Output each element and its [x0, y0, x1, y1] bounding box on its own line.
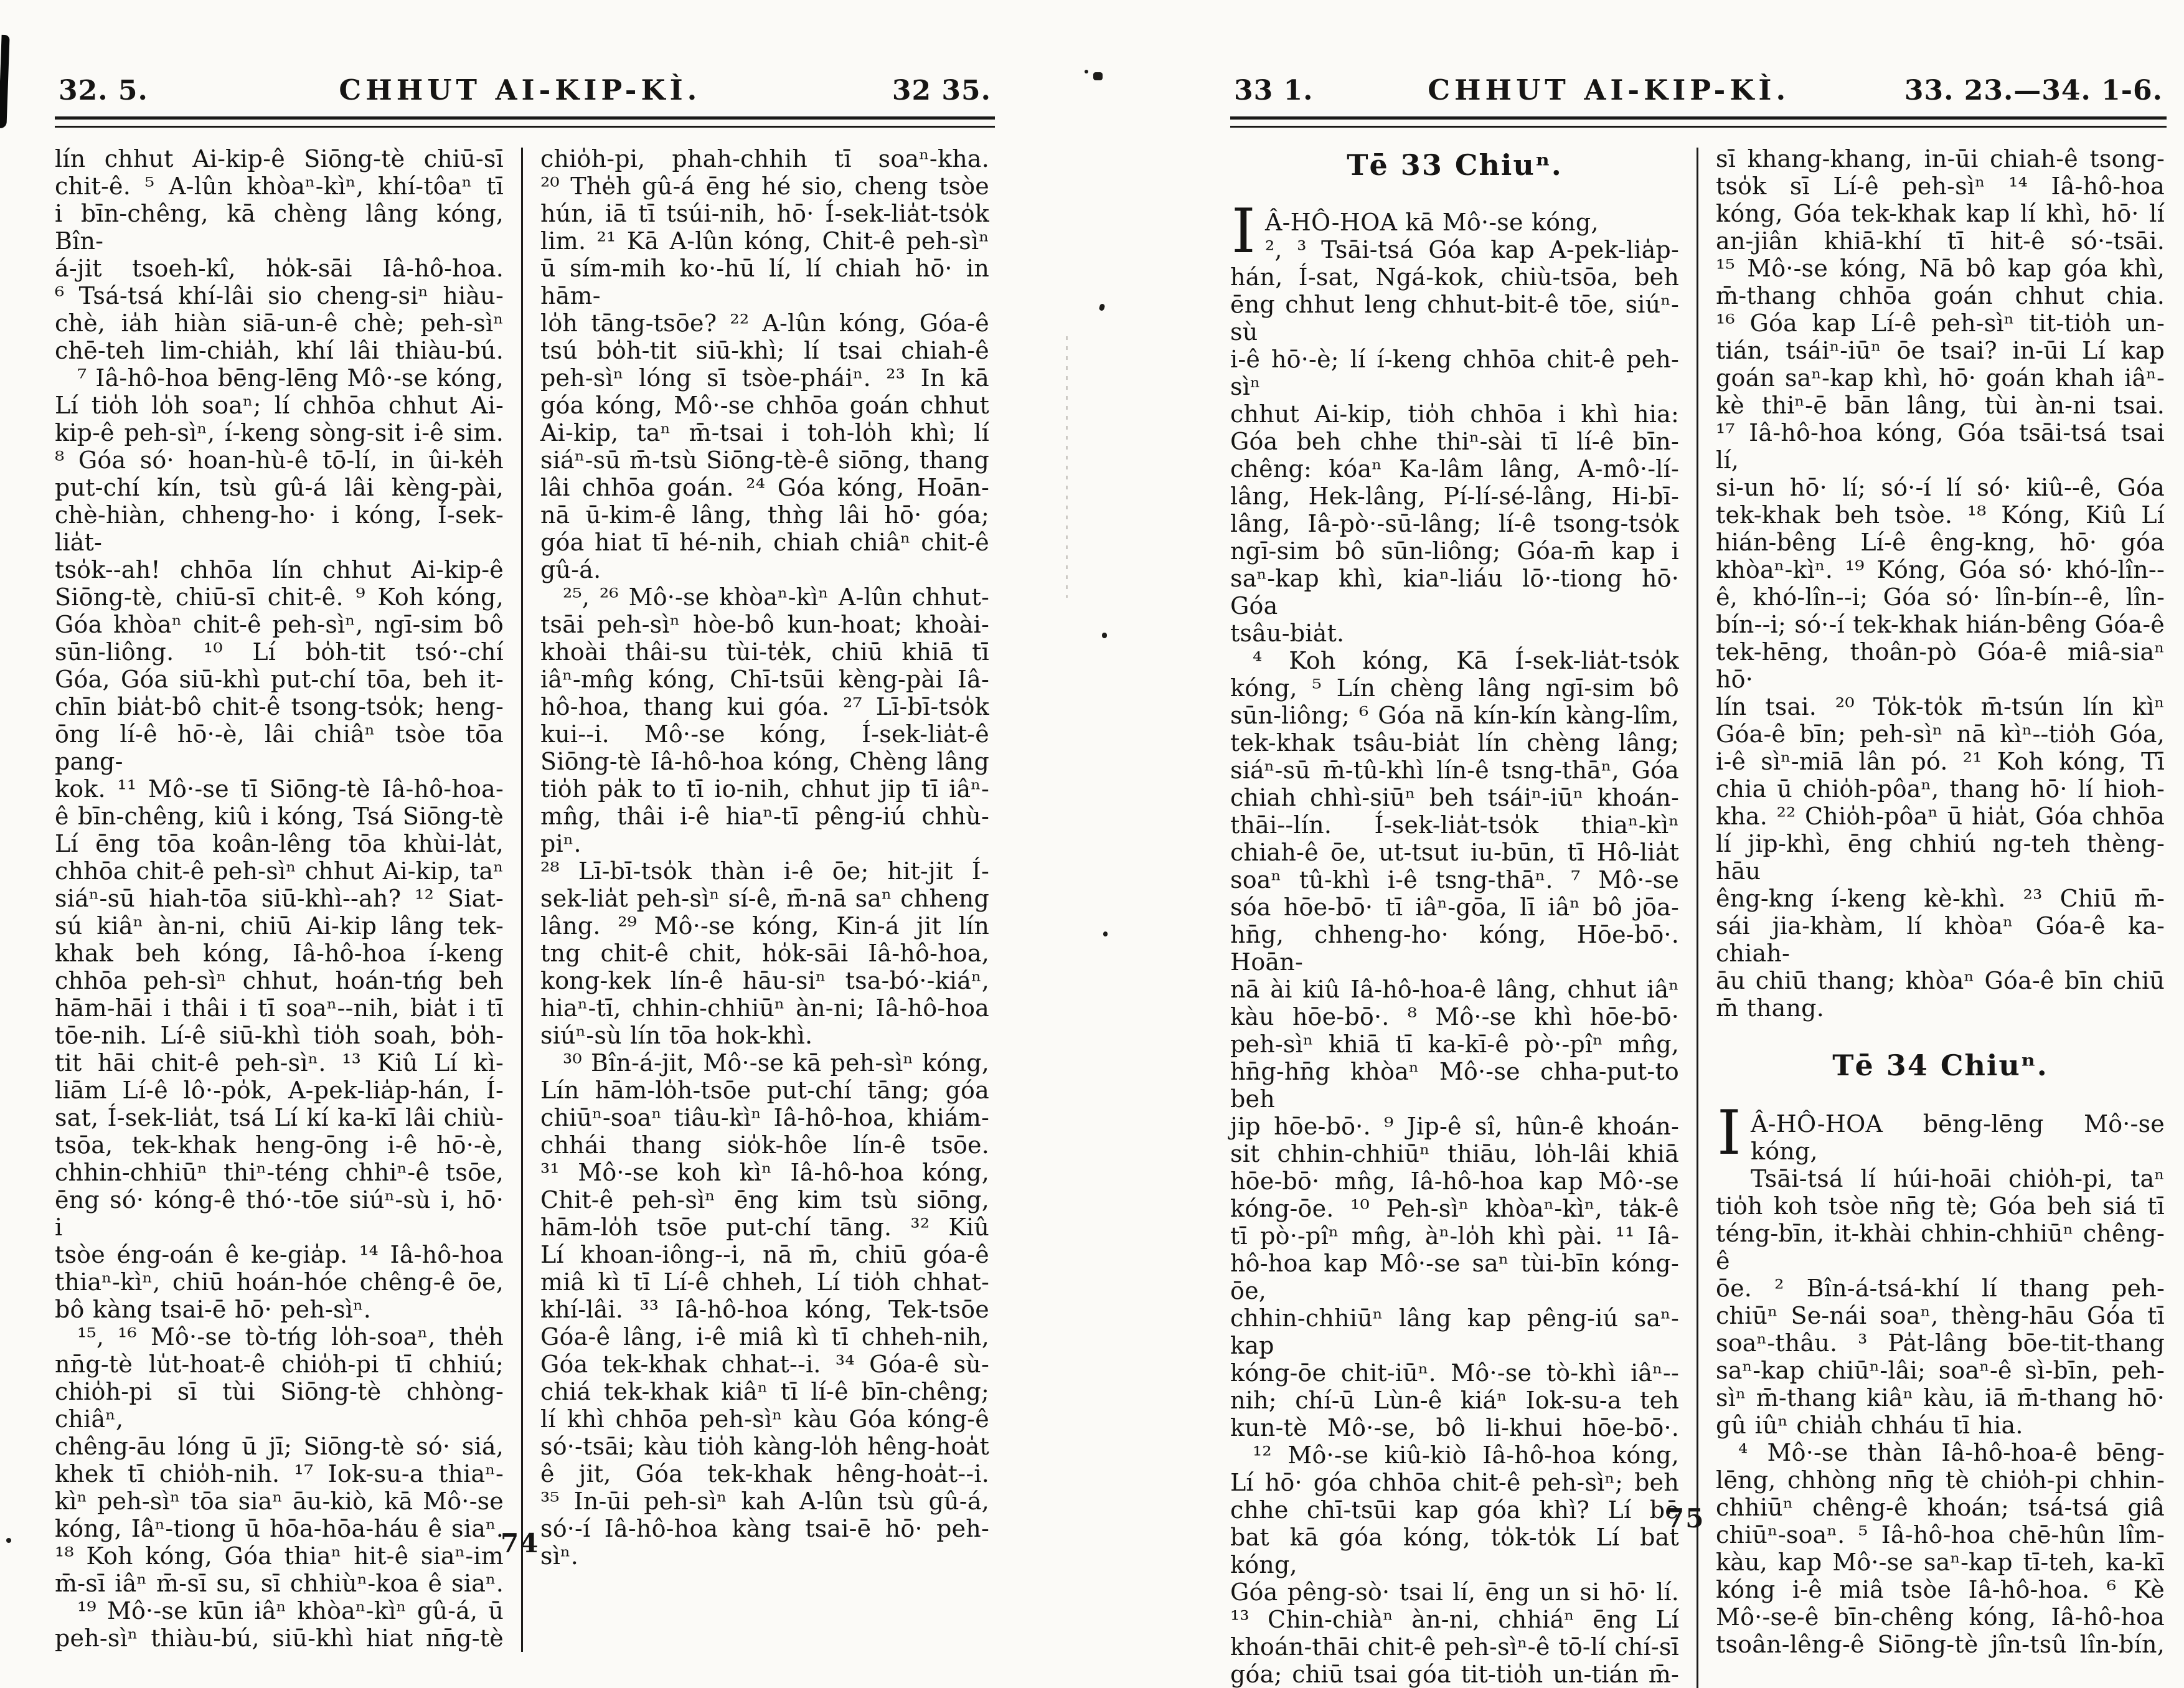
text-line: kha. ²² Chio̍h-pôaⁿ ū hia̍t, Góa chhōa	[1716, 803, 2165, 830]
text-line: i bīn-chêng, kā chèng lâng kóng, Bîn-	[55, 200, 504, 255]
text-line: kóng i-ê miâ tsòe Iâ-hô-hoa. ⁶ Kè	[1716, 1576, 2165, 1603]
text-line: hún, iā tī tsúi-nih, hō· Í-sek-lia̍t-tso̍k	[540, 200, 989, 227]
text-line: m̄ thang.	[1716, 994, 1824, 1022]
text-line: ê jit, Góa tek-khak hêng-hoa̍t--i.	[540, 1460, 989, 1488]
text-line: tso̍k--ah! chhōa lín chhut Ai-kip-ê	[55, 556, 504, 583]
text-line: chia ū chio̍h-pôaⁿ, thang hō· lí hioh-	[1716, 775, 2165, 803]
text-line: lín tsai. ²⁰ To̍k-to̍k m̄-tsún lín kìⁿ	[1716, 693, 2165, 720]
text-line: nih; chí-ū Lùn-ê kiáⁿ Iok-su-a teh	[1230, 1387, 1679, 1414]
book-title: CHHUT AI-KIP-KÌ.	[339, 73, 702, 106]
text-line: ēng chhut leng chhut-bit-ê tōe, siúⁿ-sù	[1230, 291, 1679, 346]
text-line: chhiūⁿ chêng-ê khoán; tsá-tsá giâ	[1716, 1494, 2165, 1521]
text-line: Góa beh chhe thiⁿ-sài tī lí-ê bīn-	[1230, 428, 1679, 455]
text-columns	[1230, 145, 2167, 1688]
text-line: hn̄g-hn̄g khòaⁿ Mô·-se chha-put-to beh	[1230, 1058, 1679, 1113]
text-line: liām Lí-ê lô·-po̍k, A-pek-lia̍p-hán, Í-	[55, 1077, 504, 1104]
text-line: ⁶ Tsá-tsá khí-lâi sio cheng-siⁿ hiàu-	[55, 282, 504, 309]
text-line: thāi--lín. Í-sek-lia̍t-tso̍k thiaⁿ-kìⁿ	[1230, 811, 1679, 839]
text-line: bô kàng tsai-ē hō· peh-sìⁿ.	[55, 1296, 372, 1323]
text-line: Tsāi-tsá lí húi-hoāi chio̍h-pi, taⁿ	[1751, 1165, 2165, 1192]
text-line: chiah chhì-siūⁿ beh tsáiⁿ-iūⁿ khoán-	[1230, 784, 1679, 811]
text-line: kóng-ōe. ¹⁰ Peh-sìⁿ khòaⁿ-kìⁿ, ta̍k-ê	[1230, 1195, 1679, 1222]
page-number: 74	[501, 1528, 540, 1558]
text-line: chhe chī-tsūi kap góa khì? Lí bē	[1230, 1496, 1679, 1524]
text-line: lim. ²¹ Kā A-lûn kóng, Chit-ê peh-sìⁿ	[540, 227, 989, 255]
text-line: ¹² Mô·-se kiû-kiò Iâ-hô-hoa kóng,	[1253, 1441, 1679, 1469]
text-line: i-ê sìⁿ-miā lân pó. ²¹ Koh kóng, Tī	[1716, 748, 2165, 775]
text-line: ⁸ Góa só· hoan-hù-ê tō-lí, in ûi-ke̍h	[55, 446, 504, 474]
text-columns	[55, 145, 995, 1652]
text-line: ¹⁵ Mô·-se kóng, Nā bô kap góa khì,	[1716, 255, 2165, 282]
text-line: sóa hōe-bō· tī iâⁿ-gōa, lī iâⁿ bô jōa-	[1230, 894, 1679, 921]
text-line: sūn-liông. ¹⁰ Lí bo̍h-tit tsó·-chí	[55, 638, 504, 666]
header-rule	[1230, 116, 2167, 128]
text-line: Ai-kip, taⁿ m̄-tsai i toh-lo̍h khì; lí	[540, 419, 989, 446]
text-line: khoài thâi-su tùi-te̍k, chiū khiā tī	[540, 638, 989, 666]
drop-cap-initial: I	[1717, 1098, 1741, 1169]
text-line: chhin-chhiūⁿ thiⁿ-téng chhiⁿ-ê tsōe,	[55, 1159, 504, 1186]
text-line: ¹⁶ Góa kap Lí-ê peh-sìⁿ tit-tio̍h un-	[1716, 309, 2165, 337]
scan-corner-artifact	[0, 0, 80, 72]
text-line: hô-hoa, thang kui góa. ²⁷ Lī-bī-tso̍k	[540, 693, 989, 720]
text-line: siúⁿ-sù lín tōa hok-khì.	[540, 1022, 813, 1049]
text-line: sìⁿ m̄-thang kiâⁿ kàu, iā m̄-thang hō·	[1716, 1384, 2165, 1412]
text-line: só·-í Iâ-hô-hoa kàng tsai-ē hō· peh-sìⁿ.	[540, 1515, 989, 1570]
text-line: chhut Ai-kip, tio̍h chhōa i khì hia:	[1230, 400, 1679, 428]
text-line: ¹⁵, ¹⁶ Mô·-se tò-tńg lo̍h-soaⁿ, the̍h	[77, 1323, 504, 1351]
text-line: ¹⁷ Iâ-hô-hoa kóng, Góa tsāi-tsá tsai lí,	[1716, 419, 2165, 474]
text-line: kui--i. Mô·-se kóng, Í-sek-lia̍t-ê	[540, 720, 989, 748]
text-line: tī pò·-pîⁿ mn̂g, àⁿ-lo̍h khì pài. ¹¹ Iâ-	[1230, 1222, 1679, 1250]
text-line: tsoân-lêng-ê Siōng-tè jîn-tsû lîn-bín,	[1716, 1631, 2165, 1658]
text-column-1	[55, 145, 504, 1652]
text-line: put-chí kín, tsù gû-á lâi kèng-pài,	[55, 474, 504, 501]
text-line: siáⁿ-sū m̄-tsù Siōng-tè-ê siōng, thang	[540, 446, 989, 474]
text-line: saⁿ-kap chiūⁿ-lâi; soaⁿ-ê sì-bīn, peh-	[1716, 1357, 2165, 1384]
chapter-heading: Tē 33 Chiuⁿ.	[1347, 148, 1563, 182]
text-line: tit hāi chit-ê peh-sìⁿ. ¹³ Kiû Lí kì-	[55, 1049, 504, 1077]
text-line: ²⁵, ²⁶ Mô·-se khòaⁿ-kìⁿ A-lûn chhut-	[563, 583, 989, 611]
text-line: chiūⁿ-soaⁿ. ⁵ Iâ-hô-hoa chē-hûn lîm-	[1716, 1521, 2165, 1549]
text-line: an-jiân khiā-khí tī hit-ê só·-tsāi.	[1716, 227, 2165, 255]
text-line: ¹⁹ Mô·-se kūn iâⁿ khòaⁿ-kìⁿ gû-á, ū	[77, 1597, 504, 1624]
text-line: ōe. ² Bîn-á-tsá-khí lí thang peh-	[1716, 1275, 2165, 1302]
text-line: chhin-chhiūⁿ lâng kap pêng-iú saⁿ-kap	[1230, 1304, 1679, 1359]
text-line: Góa pêng-sò· tsai lí, ēng un si hō· lí.	[1230, 1578, 1679, 1606]
text-line: tso̍k sī Lí-ê peh-sìⁿ ¹⁴ Iâ-hô-hoa	[1716, 172, 2165, 200]
text-line: kìⁿ peh-sìⁿ tōa siaⁿ āu-kiò, kā Mô·-se	[55, 1488, 504, 1515]
text-line: chiūⁿ Se-nái soaⁿ, thèng-hāu Góa tī	[1716, 1302, 2165, 1329]
text-line: tio̍h pa̍k to tī io-nih, chhut jip tī iâⁿ-	[540, 775, 989, 803]
text-line: lâi chhōa goán. ²⁴ Góa kóng, Hoān-	[540, 474, 989, 501]
text-line: tsòe éng-oán ê ke-gia̍p. ¹⁴ Iâ-hô-hoa	[55, 1241, 504, 1268]
text-line: siáⁿ-sū hiah-tōa siū-khì--ah? ¹² Siat-	[55, 885, 504, 912]
text-line: hiaⁿ-tī, chhin-chhiūⁿ àn-ni; Iâ-hô-hoa	[540, 994, 989, 1022]
text-line: peh-sìⁿ lóng sī tsòe-pháiⁿ. ²³ In kā	[540, 364, 989, 392]
text-line: iâⁿ-mn̂g kóng, Chī-tsūi kèng-pài Iâ-	[540, 666, 989, 693]
text-line: ¹³ Chin-chiàⁿ àn-ni, chhiáⁿ ēng Lí	[1230, 1606, 1679, 1633]
text-line: chhōa peh-sìⁿ chhut, hoán-tńg beh	[55, 967, 504, 994]
text-line: tsâu-bia̍t.	[1230, 620, 1345, 647]
text-line: ³¹ Mô·-se koh kìⁿ Iâ-hô-hoa kóng,	[540, 1159, 989, 1186]
text-line: Siōng-tè, chiū-sī chit-ê. ⁹ Koh kóng,	[55, 583, 504, 611]
header-verse-ref-left: 33 1.	[1234, 75, 1314, 106]
running-header	[55, 73, 995, 116]
text-line: chīn bia̍t-bô chit-ê tsong-tso̍k; heng-	[55, 693, 504, 720]
text-line: sái jia-khàm, lí khòaⁿ Góa-ê ka-chiah-	[1716, 912, 2165, 967]
text-line: ²⁸ Lī-bī-tso̍k thàn i-ê ōe; hit-jit Í-	[540, 857, 989, 885]
header-rule	[55, 116, 995, 128]
text-line: jip hōe-bō·. ⁹ Jip-ê sî, hûn-ê khoán-	[1230, 1113, 1679, 1140]
text-line: lí khì chhōa peh-sìⁿ kàu Góa kóng-ê	[540, 1405, 989, 1433]
text-column-4	[1716, 145, 2165, 1688]
text-line: si-un hō· lí; só·-í lí só· kiû--ê, Góa	[1716, 474, 2165, 501]
text-line: lâng, Iâ-pò·-sū-lâng; lí-ê tsong-tso̍k	[1230, 510, 1679, 537]
text-column-2	[540, 145, 989, 1652]
text-line: hām-hāi i thâi i tī soaⁿ--nih, bia̍t i tī	[55, 994, 504, 1022]
text-line: Góa khòaⁿ chit-ê peh-sìⁿ, ngī-sim bô	[55, 611, 504, 638]
header-verse-ref-right: 33. 23.—34. 1-6.	[1904, 75, 2163, 106]
text-line: thiaⁿ-kìⁿ, chiū hoán-hóe chêng-ê ōe,	[55, 1268, 504, 1296]
text-line: kong-kek lín-ê hāu-siⁿ tsa-bó·-kiáⁿ,	[540, 967, 989, 994]
text-line: m̄-thang chhōa goán chhut chia.	[1716, 282, 2165, 309]
page-number: 75	[1666, 1503, 1705, 1534]
text-line: ê bīn-chêng, kiû i kóng, Tsá Siōng-tè	[55, 803, 504, 830]
text-line: khí-lâi. ³³ Iâ-hô-hoa kóng, Tek-tsōe	[540, 1296, 989, 1323]
text-line: tek-khak tsâu-bia̍t lín chèng lâng;	[1230, 729, 1679, 757]
text-line: tōe-nih. Lí-ê siū-khì tio̍h soah, bo̍h-	[55, 1022, 504, 1049]
text-line: á-jit tsoeh-kî, ho̍k-sāi Iâ-hô-hoa.	[55, 255, 504, 282]
scan-smudge	[1066, 336, 1068, 598]
text-line: ², ³ Tsāi-tsá Góa kap A-pek-lia̍p-	[1265, 236, 1679, 263]
text-line: góa kóng, Mô·-se chhōa goán chhut	[540, 392, 989, 419]
scan-speck	[1102, 633, 1107, 638]
text-line: êng-kng í-keng kè-khì. ²³ Chiū m̄-	[1716, 885, 2165, 912]
text-line: sek-lia̍t peh-sìⁿ sí-ê, m̄-nā saⁿ chheng	[540, 885, 989, 912]
text-line: peh-sìⁿ khiā tī ka-kī-ê pò·-pîⁿ mn̂g,	[1230, 1030, 1679, 1058]
text-line: tek-khak beh tsòe. ¹⁸ Kóng, Kiû Lí	[1716, 501, 2165, 529]
text-line: bat kā góa kóng, to̍k-to̍k Lí bat kóng,	[1230, 1524, 1679, 1578]
text-line: lí jip-khì, ēng chhiú ng-teh thèng-hāu	[1716, 830, 2165, 885]
text-line: sú kiâⁿ àn-ni, chiū Ai-kip lâng tek-	[55, 912, 504, 940]
text-line: kàu hōe-bō·. ⁸ Mô·-se khì hōe-bō·	[1230, 1003, 1679, 1030]
text-line: Góa tek-khak chhat--i. ³⁴ Góa-ê sù-	[540, 1351, 989, 1378]
text-line: lo̍h tāng-tsōe? ²² A-lûn kóng, Góa-ê	[540, 309, 989, 337]
scan-speck	[1103, 931, 1108, 936]
text-line: Góa-ê lâng, i-ê miâ kì tī chheh-nih,	[540, 1323, 989, 1351]
text-line: siáⁿ-sū m̄-tû-khì lín-ê tsng-thāⁿ, Góa	[1230, 757, 1679, 784]
header-verse-ref-right: 32 35.	[892, 75, 991, 106]
column-divider-rule	[521, 148, 523, 1652]
text-line: chêng: kóaⁿ Ka-lâm lâng, A-mô·-lí-	[1230, 455, 1679, 483]
text-line: sat, Í-sek-lia̍t, tsá Lí kí ka-kī lâi chiù-	[55, 1104, 504, 1131]
scan-speck	[1085, 70, 1088, 73]
header-verse-ref-left: 32. 5.	[59, 75, 148, 106]
text-line: Mô·-se-ê bīn-chêng kóng, Iâ-hô-hoa	[1716, 1603, 2165, 1631]
text-line: góa hiat tī hé-nih, chiah chiâⁿ chit-ê	[540, 529, 989, 556]
text-line: Lí ēng tōa koân-lêng tōa khùi-la̍t,	[55, 830, 504, 857]
text-line: nn̄g-tè lu̍t-hoat-ê chio̍h-pi tī chhiú;	[55, 1351, 504, 1378]
text-line: āu chiū thang; khòaⁿ Góa-ê bīn chiū	[1716, 967, 2165, 994]
text-line: kun-tè Mô·-se, bô li-khui hōe-bō·.	[1230, 1414, 1679, 1441]
text-line: hām-lo̍h tsōe put-chí tāng. ³² Kiû	[540, 1214, 989, 1241]
text-line: só·-tsāi; kàu tio̍h kàng-lo̍h hêng-hoa̍t	[540, 1433, 989, 1460]
text-line: hōe-bō· mn̂g, Iâ-hô-hoa kap Mô·-se	[1230, 1167, 1679, 1195]
text-line: hián-bêng Lí-ê êng-kng, hō· góa	[1716, 529, 2165, 556]
text-line: m̄-sī iâⁿ m̄-sī su, sī chhiùⁿ-koa ê siaⁿ.	[55, 1570, 504, 1597]
scan-speck	[1098, 303, 1105, 311]
text-line: hán, Í-sat, Ngá-kok, chiù-tsōa, beh	[1230, 263, 1679, 291]
text-line: tek-hēng, thoân-pò Góa-ê miâ-siaⁿ hō·	[1716, 638, 2165, 693]
text-line: chē-teh lim-chia̍h, khí lâi thiàu-bú.	[55, 337, 504, 364]
text-line: sit chhin-chhiūⁿ thiāu, lo̍h-lâi khiā	[1230, 1140, 1679, 1167]
text-line: kip-ê peh-sìⁿ, í-keng sòng-sit i-ê sim.	[55, 419, 504, 446]
text-line: ³⁰ Bîn-á-jit, Mô·-se kā peh-sìⁿ kóng,	[563, 1049, 989, 1077]
text-line: Lín hām-lo̍h-tsōe put-chí tāng; góa	[540, 1077, 989, 1104]
scan-speck	[1093, 72, 1103, 80]
drop-cap-initial: I	[1231, 196, 1256, 267]
text-line: Lí hō· góa chhōa chit-ê peh-sìⁿ; beh	[1230, 1469, 1679, 1496]
text-line: ōng lí-ê hō·-è, lâi chiâⁿ tsòe tōa pang-	[55, 720, 504, 775]
text-line: tsú bo̍h-tit siū-khì; lí tsai chiah-ê	[540, 337, 989, 364]
text-line: peh-sìⁿ thiàu-bú, siū-khì hiat nn̄g-tè	[55, 1624, 504, 1652]
text-line: khoán-thāi chit-ê peh-sìⁿ-ê tō-lí chí-sī	[1230, 1633, 1679, 1661]
page-75	[1230, 73, 2167, 1688]
scan-edge-artifact	[0, 35, 10, 128]
text-line: kóng, Góa tek-khak kap lí khì, hō· lí	[1716, 200, 2165, 227]
text-line: chêng-āu lóng ū jī; Siōng-tè só· siá,	[55, 1433, 504, 1460]
text-line: chè, ia̍h hiàn siā-un-ê chè; peh-sìⁿ	[55, 309, 504, 337]
book-title: CHHUT AI-KIP-KÌ.	[1428, 73, 1791, 106]
text-line: ²⁰ The̍h gû-á ēng hé sio, cheng tsòe	[540, 172, 989, 200]
column-divider-rule	[1697, 148, 1698, 1688]
text-line: mn̂g, thâi i-ê hiaⁿ-tī pêng-iú chhù-piⁿ.	[540, 803, 989, 857]
text-line: nā ū-kim-ê lâng, thǹg lâi hō· góa;	[540, 501, 989, 529]
text-line: lâng. ²⁹ Mô·-se kóng, Kin-á jit lín	[540, 912, 989, 940]
text-line: chiá tek-khak kiâⁿ tī lí-ê bīn-chêng;	[540, 1378, 989, 1405]
text-line: kàu, kap Mô·-se saⁿ-kap tī-teh, ka-kī	[1716, 1549, 2165, 1576]
text-line: sūn-liông; ⁶ Góa nā kín-kín kàng-lîm,	[1230, 702, 1679, 729]
text-line: ngī-sim bô sūn-liông; Góa-m̄ kap i	[1230, 537, 1679, 565]
text-line: Chit-ê peh-sìⁿ ēng kim tsù siōng,	[540, 1186, 989, 1214]
text-line: tián, tsáiⁿ-iūⁿ ōe tsai? in-ūi Lí kap	[1716, 337, 2165, 364]
text-line: soaⁿ tû-khì i-ê tsng-thāⁿ. ⁷ Mô·-se	[1230, 866, 1679, 894]
text-line: chiah-ê ōe, ut-tsut iu-būn, tī Hô-lia̍t	[1230, 839, 1679, 866]
text-line: kóng-ōe chit-iūⁿ. Mô·-se tò-khì iâⁿ--	[1230, 1359, 1679, 1387]
text-line: hô-hoa kap Mô·-se saⁿ tùi-bīn kóng-ōe,	[1230, 1250, 1679, 1304]
text-line: gû-á.	[540, 556, 601, 583]
text-line: sī khang-khang, in-ūi chiah-ê tsong-	[1716, 145, 2165, 172]
text-line: chhái thang sio̍k-hôe lín-ê tsōe.	[540, 1131, 989, 1159]
text-line: soaⁿ-thâu. ³ Pa̍t-lâng bōe-tit-thang	[1716, 1329, 2165, 1357]
running-header	[1230, 73, 2167, 116]
text-line: chhōa chit-ê peh-sìⁿ chhut Ai-kip, taⁿ	[55, 857, 504, 885]
scan-speck	[6, 1538, 11, 1543]
text-line: ū sím-mih ko·-hū lí, lí chiah hō· in hām-	[540, 255, 989, 309]
text-line: khek tī chio̍h-nih. ¹⁷ Iok-su-a thiaⁿ-	[55, 1460, 504, 1488]
text-line: ēng só· kóng-ê thó·-tōe siúⁿ-sù i, hō· i	[55, 1186, 504, 1241]
text-line: kok. ¹¹ Mô·-se tī Siōng-tè Iâ-hô-hoa-	[55, 775, 504, 803]
text-line: kóng, ⁵ Lín chèng lâng ngī-sim bô	[1230, 674, 1679, 702]
text-line: ¹⁸ Koh kóng, Góa thiaⁿ hit-ê siaⁿ-im	[55, 1542, 504, 1570]
text-line: lâng, Hek-lâng, Pí-lí-sé-lâng, Hi-bī-	[1230, 483, 1679, 510]
text-line: saⁿ-kap khì, kiaⁿ-liáu lō·-tiong hō· Góa	[1230, 565, 1679, 620]
chapter-heading: Tē 34 Chiuⁿ.	[1832, 1049, 2048, 1082]
text-line: khòaⁿ-kìⁿ. ¹⁹ Kóng, Góa só· khó-lîn--	[1716, 556, 2165, 583]
text-line: chit-ê. ⁵ A-lûn khòaⁿ-kìⁿ, khí-tôaⁿ tī	[55, 172, 504, 200]
text-line: lín chhut Ai-kip-ê Siōng-tè chiū-sī	[55, 145, 504, 172]
text-column-3	[1230, 145, 1679, 1688]
text-line: Siōng-tè Iâ-hô-hoa kóng, Chèng lâng	[540, 748, 989, 775]
text-line: tng chit-ê chit, ho̍k-sāi Iâ-hô-hoa,	[540, 940, 989, 967]
text-line: ⁴ Koh kóng, Kā Í-sek-lia̍t-tso̍k	[1253, 647, 1679, 674]
text-line: chè-hiàn, chheng-ho· i kóng, Í-sek-lia̍t-	[55, 501, 504, 556]
text-line: Góa-ê bīn; peh-sìⁿ nā kìⁿ--tio̍h Góa,	[1716, 720, 2165, 748]
text-line: chiūⁿ-soaⁿ tiâu-kìⁿ Iâ-hô-hoa, khiám-	[540, 1104, 989, 1131]
text-line: miâ kì tī Lí-ê chheh, Lí tio̍h chhat-	[540, 1268, 989, 1296]
text-line: ³⁵ In-ūi peh-sìⁿ kah A-lûn tsù gû-á,	[540, 1488, 989, 1515]
text-line: góa; chiū tsai góa tit-tio̍h un-tián m̄-	[1230, 1661, 1679, 1688]
text-line: tsāi peh-sìⁿ hòe-bô kun-hoat; khoài-	[540, 611, 989, 638]
text-line: Lí tio̍h lo̍h soaⁿ; lí chhōa chhut Ai-	[55, 392, 504, 419]
text-line: nā ài kiû Iâ-hô-hoa-ê lâng, chhut iâⁿ	[1230, 976, 1679, 1003]
text-line: ê, khó-lîn--i; Góa só· lîn-bín--ê, lîn-	[1716, 583, 2165, 611]
text-line: bín--i; só·-í tek-khak hián-bêng Góa-ê	[1716, 611, 2165, 638]
text-line: tsōa, tek-khak heng-ōng i-ê hō·-è,	[55, 1131, 504, 1159]
text-line: hn̄g, chheng-ho· kóng, Hōe-bō·. Hoān-	[1230, 921, 1679, 976]
text-line: tio̍h koh tsòe nn̄g tè; Góa beh siá tī	[1716, 1192, 2165, 1220]
text-line: gû iûⁿ chia̍h chháu tī hia.	[1716, 1412, 2023, 1439]
text-line: I Â-HÔ-HOA kā Mô·-se kóng,	[1231, 196, 1599, 267]
text-line: téng-bīn, it-khài chhin-chhiūⁿ chêng-ê	[1716, 1220, 2165, 1275]
text-line: I Â-HÔ-HOA bēng-lēng Mô·-se kóng,	[1717, 1098, 2165, 1169]
text-line: chio̍h-pi, phah-chhih tī soaⁿ-kha.	[540, 145, 989, 172]
text-line: chio̍h-pi sī tùi Siōng-tè chhòng-chiâⁿ,	[55, 1378, 504, 1433]
text-line: ⁷ Iâ-hô-hoa bēng-lēng Mô·-se kóng,	[77, 364, 504, 392]
text-line: ⁴ Mô·-se thàn Iâ-hô-hoa-ê bēng-	[1738, 1439, 2165, 1466]
text-line: Lí khoan-iông--i, nā m̄, chiū góa-ê	[540, 1241, 989, 1268]
text-line: i-ê hō·-è; lí í-keng chhōa chit-ê peh-sìⁿ	[1230, 346, 1679, 400]
text-line: goán saⁿ-kap khì, hō· goán khah iâⁿ-	[1716, 364, 2165, 392]
text-line: kè thiⁿ-ē bān lâng, tùi àn-ni tsai.	[1716, 392, 2165, 419]
text-line: Góa, Góa siū-khì put-chí tōa, beh it-	[55, 666, 504, 693]
page-74	[55, 73, 995, 1652]
text-line: kóng, Iâⁿ-tiong ū hōa-hōa-háu ê siaⁿ.	[55, 1515, 504, 1542]
text-line: lēng, chhòng nn̄g tè chio̍h-pi chhin-	[1716, 1466, 2165, 1494]
text-line: khak beh kóng, Iâ-hô-hoa í-keng	[55, 940, 504, 967]
